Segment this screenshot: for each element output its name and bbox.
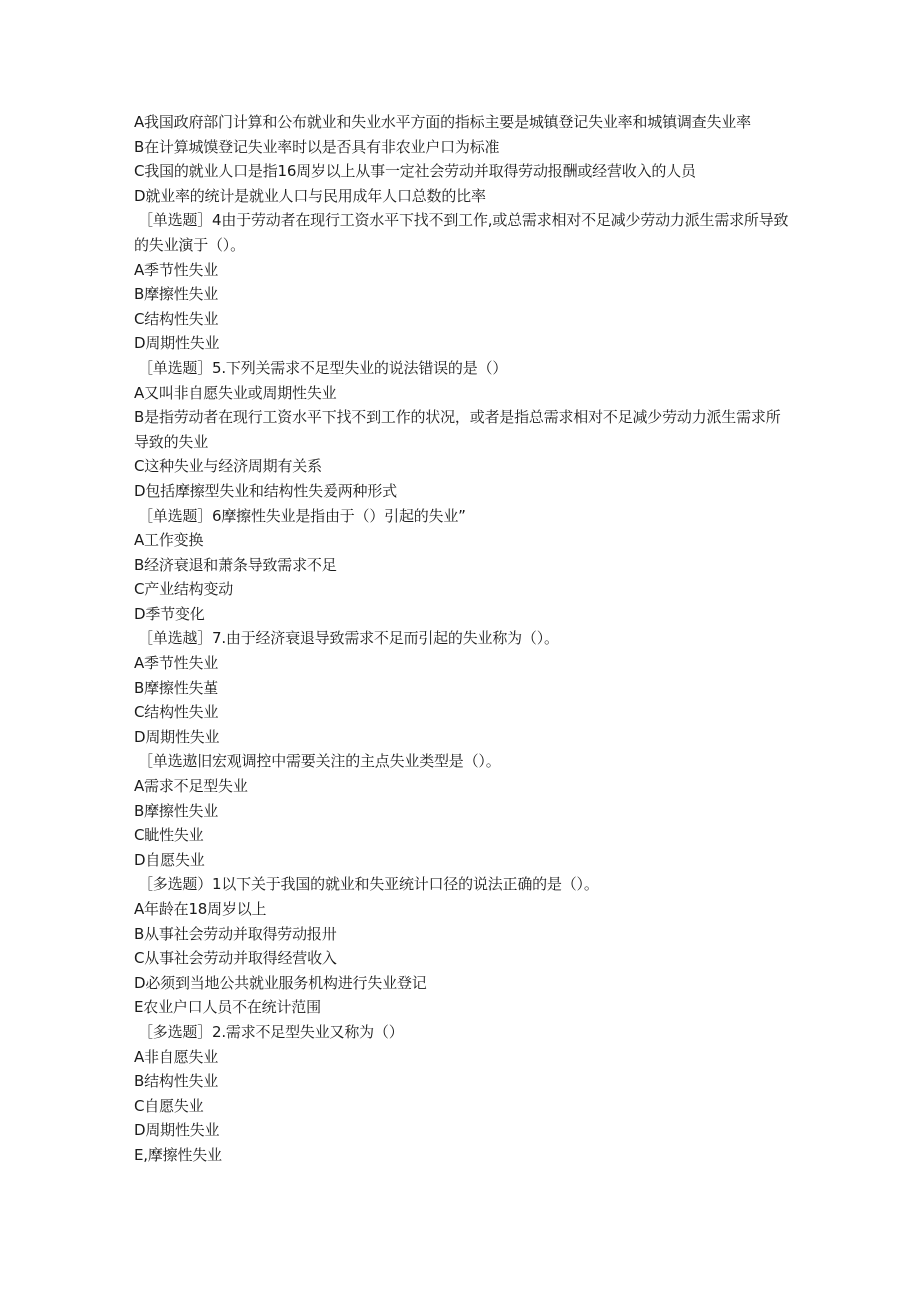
option-line: A我国政府部门计算和公布就业和失业水平方面的指标主要是城镇登记失业率和城镇调查失业率: [134, 113, 751, 131]
option-line: C结构性失业: [134, 703, 219, 722]
option-line: D季节变化: [134, 604, 205, 623]
option-line: C我国的就业人口是指16周岁以上从事一定社会劳动并取得劳动报酬或经营收入的人员: [134, 162, 696, 181]
option-line: C眦性失业: [134, 826, 204, 845]
option-line: A工作变换: [134, 531, 204, 550]
option-line: D就业率的统计是就业人口与民用成年人口总数的比率: [134, 186, 486, 205]
option-line: B摩擦性失业: [134, 285, 219, 304]
option-line: D周期性失业: [134, 334, 220, 353]
option-line: B结构性失业: [134, 1072, 219, 1091]
option-line: C产业结构变动: [134, 580, 234, 599]
question-line: ［单选越］7.由于经济衰退导致需求不足而引起的失业称为（）。: [138, 629, 559, 648]
option-line: A季节性失业: [134, 654, 219, 673]
option-line: A需求不足型失业: [134, 777, 248, 796]
option-line: D包括摩擦型失业和结构性失爰两种形式: [134, 481, 397, 500]
option-line: B经济衰退和萧条导致需求不足: [134, 555, 337, 574]
option-line: C这种失业与经济周期有关系: [134, 457, 322, 476]
option-line: A非自愿失业: [134, 1047, 219, 1066]
option-line: D周期性失业: [134, 727, 220, 746]
question-line: ［多选题］2.需求不足型失业又称为（）: [138, 1022, 404, 1041]
option-line: B摩擦性失业: [134, 801, 219, 820]
option-line: C自愿失业: [134, 1096, 204, 1115]
option-line: B在计算城馍登记失业率时以是否具有非农业户口为标准: [134, 137, 500, 156]
option-line: E农业户口人员不在统计范围: [134, 998, 321, 1017]
question-list: [134, 110, 794, 1168]
question-line: ［单选题］4由于劳动者在现行工资水平下找不到工作,或总需求相对不足减少劳动力派生需求所导致的失业演于（）。: [134, 211, 789, 254]
option-line: A又叫非自愿失业或周期性失业: [134, 383, 337, 402]
option-line: D周期性失业: [134, 1121, 220, 1140]
option-line: A季节性失业: [134, 260, 219, 279]
option-line: B摩擦性失堇: [134, 678, 219, 697]
option-line: E,摩擦性失业: [134, 1145, 222, 1164]
option-line: C结构性失业: [134, 309, 219, 328]
option-line: B是指劳动者在现行工资水平下找不到工作的状况，或者是指总需求相对不足减少劳动力派生需求所导致的失业: [134, 408, 781, 451]
question-line: ［多选题）1以下关于我国的就业和失亚统计口径的说法正确的是（）。: [138, 875, 599, 894]
option-line: A年龄在18周岁以上: [134, 900, 267, 918]
question-line: ［单选题］5.下列关需求不足型失业的说法错误的是（）: [138, 358, 508, 377]
option-line: B从事社会劳动并取得劳动报卅: [134, 924, 337, 943]
option-line: D自愿失业: [134, 850, 205, 869]
question-line: ［单选遨旧宏观调控中需要关注的主点失业类型是（）。: [138, 752, 501, 771]
question-line: ［单选题］6摩擦性失业是指由于（）引起的失业”: [138, 506, 466, 525]
option-line: D必须到当地公共就业服务机构进行失业登记: [134, 973, 427, 992]
option-line: C从事社会劳动并取得经营收入: [134, 949, 337, 968]
